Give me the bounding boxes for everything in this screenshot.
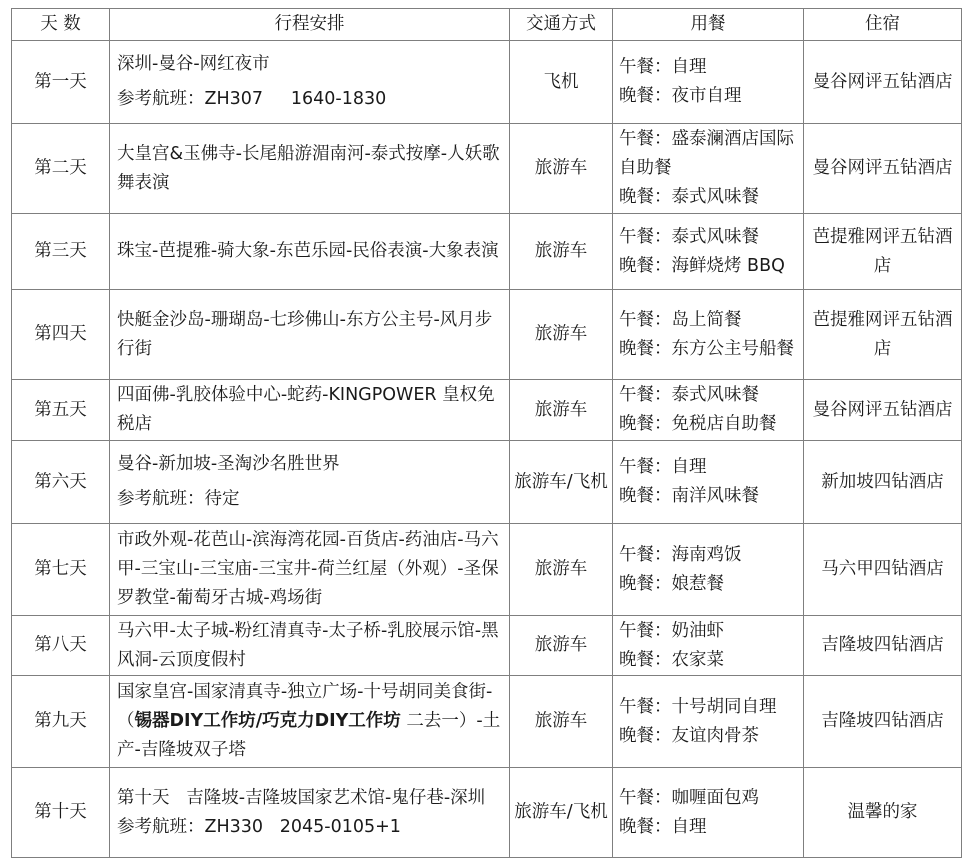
table-row <box>12 380 962 441</box>
table-row <box>12 616 962 676</box>
table-row <box>12 676 962 768</box>
transport-cell: 旅游车 <box>510 616 613 676</box>
lunch-text: 午餐：自理 <box>619 457 707 477</box>
hotel-cell: 曼谷网评五钻酒店 <box>804 124 962 214</box>
dinner-text: 晚餐：友谊肉骨茶 <box>619 725 759 746</box>
itinerary-cell: 市政外观-花芭山-滨海湾花园-百货店-药油店-马六甲-三宝山-三宝庙-三宝井-荷兰红屋（外观）-圣保罗教堂-葡萄牙古城-鸡场街 <box>110 524 510 616</box>
day-cell: 第七天 <box>12 524 110 616</box>
itinerary-cell: 马六甲-太子城-粉红清真寺-太子桥-乳胶展示馆-黑风洞-云顶度假村 <box>110 616 510 676</box>
hotel-cell: 温馨的家 <box>804 768 962 858</box>
meal-cell <box>613 290 804 380</box>
table-row <box>12 41 962 124</box>
meal-cell <box>613 41 804 124</box>
header-hotel: 住宿 <box>804 9 962 41</box>
itinerary-cell: 大皇宫&玉佛寺-长尾船游湄南河-泰式按摩-人妖歌舞表演 <box>110 124 510 214</box>
lunch-text: 午餐：泰式风味餐 <box>619 385 759 405</box>
meal-cell <box>613 768 804 858</box>
day-cell: 第三天 <box>12 214 110 290</box>
meal-cell <box>613 676 804 768</box>
hotel-cell: 新加坡四钻酒店 <box>804 441 962 524</box>
itinerary-line: 曼谷-新加坡-圣淘沙名胜世界 <box>117 454 340 474</box>
transport-cell: 旅游车 <box>510 676 613 768</box>
transport-cell: 旅游车/飞机 <box>510 441 613 524</box>
flight-line: 参考航班：待定 <box>117 489 240 509</box>
table-header-row <box>12 9 962 41</box>
transport-cell: 旅游车 <box>510 124 613 214</box>
meal-cell <box>613 124 804 214</box>
header-days: 天 数 <box>12 9 110 41</box>
lunch-text: 午餐：奶油虾 <box>619 620 724 641</box>
day-cell: 第九天 <box>12 676 110 768</box>
itinerary-document <box>11 8 962 858</box>
dinner-text: 晚餐：东方公主号船餐 <box>619 338 794 359</box>
hotel-cell: 曼谷网评五钻酒店 <box>804 41 962 124</box>
itinerary-cell <box>110 441 510 524</box>
transport-cell: 旅游车 <box>510 214 613 290</box>
day-cell: 第一天 <box>12 41 110 124</box>
dinner-text: 晚餐：泰式风味餐 <box>619 187 759 207</box>
day-cell: 第六天 <box>12 441 110 524</box>
itinerary-table <box>11 8 962 858</box>
hotel-cell: 马六甲四钻酒店 <box>804 524 962 616</box>
table-row <box>12 214 962 290</box>
day-cell: 第十天 <box>12 768 110 858</box>
dinner-text: 晚餐：南洋风味餐 <box>619 486 759 506</box>
itinerary-text: 国家皇宫-国家清真寺-独立广场-十号胡同美食街-（ <box>117 682 493 731</box>
hotel-cell: 吉隆坡四钻酒店 <box>804 676 962 768</box>
table-row <box>12 124 962 214</box>
day-cell: 第二天 <box>12 124 110 214</box>
lunch-text: 午餐：咖喱面包鸡 <box>619 787 759 808</box>
dinner-text: 晚餐：夜市自理 <box>619 86 742 106</box>
hotel-cell: 曼谷网评五钻酒店 <box>804 380 962 441</box>
dinner-text: 晚餐：娘惹餐 <box>619 573 724 594</box>
itinerary-line: 深圳-曼谷-网红夜市 <box>117 54 270 74</box>
transport-cell: 旅游车/飞机 <box>510 768 613 858</box>
transport-cell: 旅游车 <box>510 290 613 380</box>
day-cell: 第五天 <box>12 380 110 441</box>
day-cell: 第四天 <box>12 290 110 380</box>
transport-cell: 旅游车 <box>510 380 613 441</box>
meal-cell <box>613 524 804 616</box>
hotel-cell: 芭提雅网评五钻酒店 <box>804 290 962 380</box>
dinner-text: 晚餐：海鲜烧烤 BBQ <box>619 255 785 276</box>
itinerary-cell <box>110 41 510 124</box>
hotel-cell: 芭提雅网评五钻酒店 <box>804 214 962 290</box>
flight-line: 参考航班：ZH330 2045-0105+1 <box>117 816 401 837</box>
lunch-text: 午餐：盛泰澜酒店国际自助餐 <box>619 129 794 178</box>
hotel-cell: 吉隆坡四钻酒店 <box>804 616 962 676</box>
header-itinerary: 行程安排 <box>110 9 510 41</box>
dinner-text: 晚餐：自理 <box>619 816 707 837</box>
transport-cell: 旅游车 <box>510 524 613 616</box>
itinerary-cell <box>110 768 510 858</box>
meal-cell <box>613 441 804 524</box>
itinerary-cell: 快艇金沙岛-珊瑚岛-七珍佛山-东方公主号-风月步行街 <box>110 290 510 380</box>
itinerary-cell: 四面佛-乳胶体验中心-蛇药-KINGPOWER 皇权免税店 <box>110 380 510 441</box>
table-row <box>12 441 962 524</box>
itinerary-cell <box>110 676 510 768</box>
diy-workshop-text: 锡器DIY工作坊/巧克力DIY工作坊 <box>134 711 401 731</box>
transport-cell: 飞机 <box>510 41 613 124</box>
itinerary-cell: 珠宝-芭提雅-骑大象-东芭乐园-民俗表演-大象表演 <box>110 214 510 290</box>
table-row <box>12 768 962 858</box>
day-cell: 第八天 <box>12 616 110 676</box>
lunch-text: 午餐：泰式风味餐 <box>619 226 759 247</box>
meal-cell <box>613 214 804 290</box>
itinerary-line: 第十天 吉隆坡-吉隆坡国家艺术馆-鬼仔巷-深圳 <box>117 787 486 808</box>
table-row <box>12 524 962 616</box>
lunch-text: 午餐：岛上简餐 <box>619 309 742 330</box>
flight-line: 参考航班：ZH307 1640-1830 <box>117 89 387 109</box>
table-row <box>12 290 962 380</box>
header-transport: 交通方式 <box>510 9 613 41</box>
header-meals: 用餐 <box>613 9 804 41</box>
dinner-text: 晚餐：农家菜 <box>619 649 724 670</box>
itinerary-text: 二去一）-土产-吉隆坡双子塔 <box>117 711 501 760</box>
meal-cell <box>613 380 804 441</box>
lunch-text: 午餐：海南鸡饭 <box>619 544 742 565</box>
lunch-text: 午餐：自理 <box>619 57 707 77</box>
meal-cell <box>613 616 804 676</box>
lunch-text: 午餐：十号胡同自理 <box>619 696 777 717</box>
dinner-text: 晚餐：免税店自助餐 <box>619 414 777 434</box>
